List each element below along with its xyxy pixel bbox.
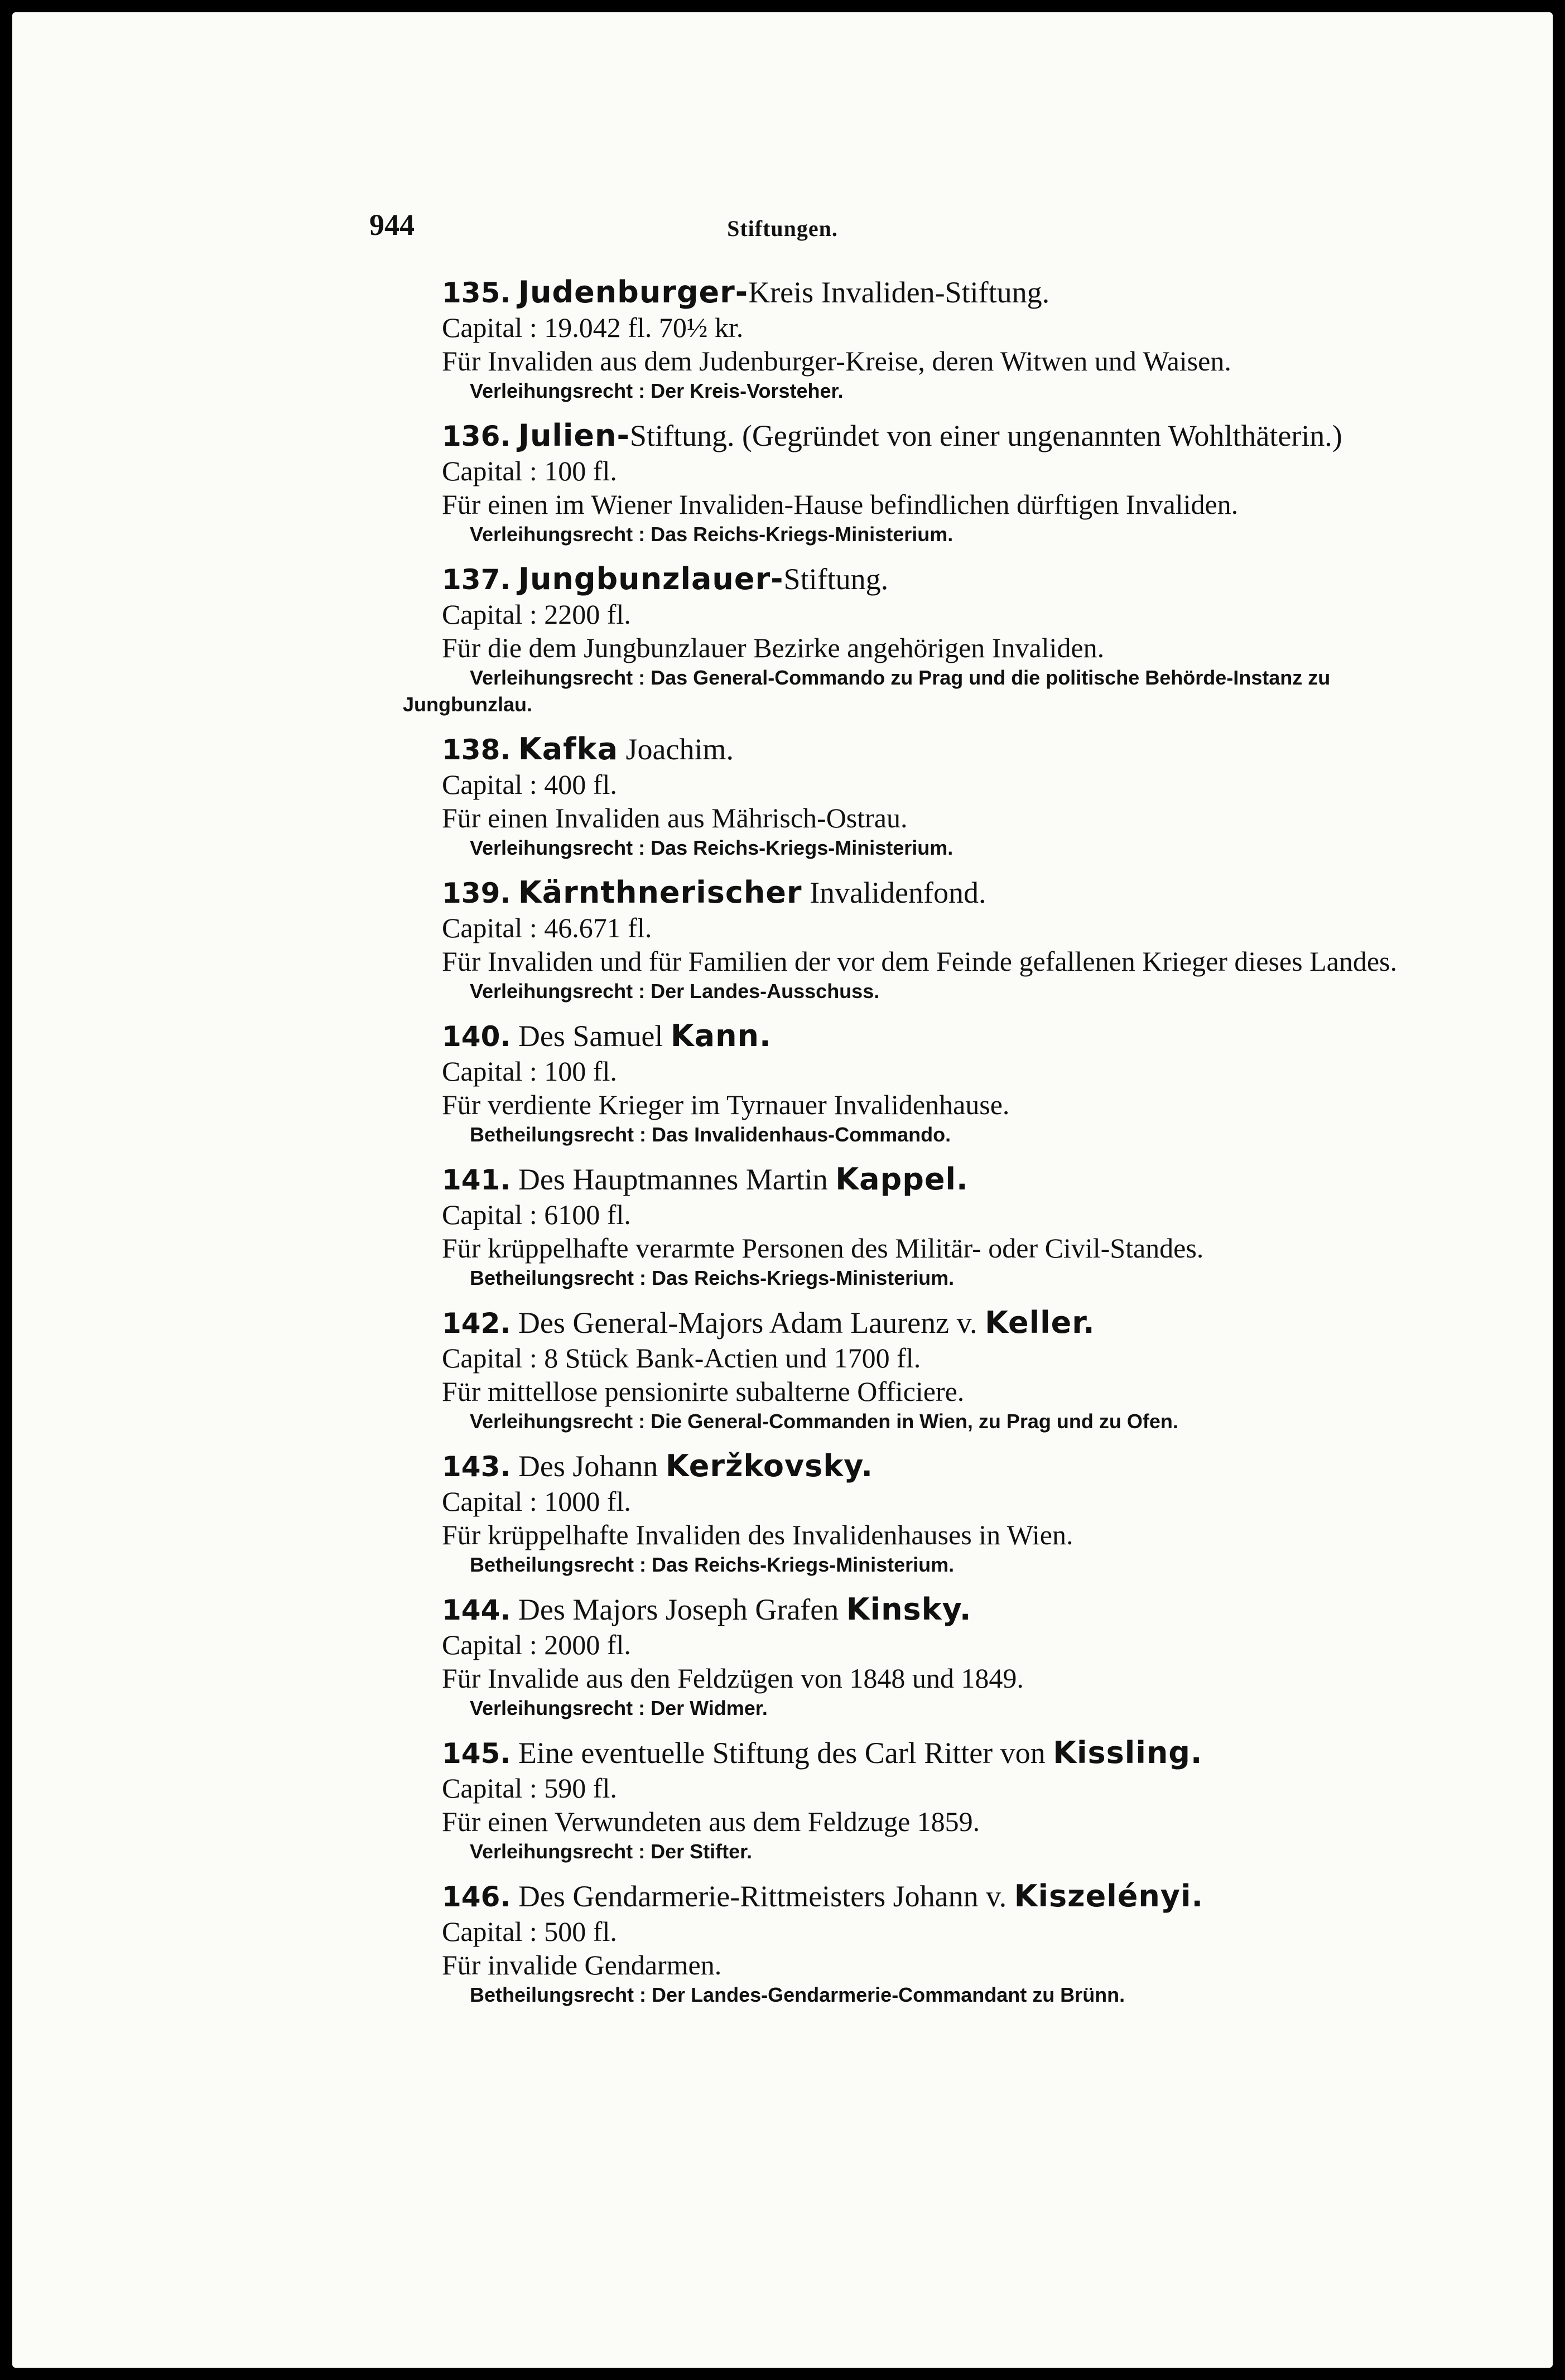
entry-purpose: Für Invaliden aus dem Judenburger-Kreise, deren Witwen und Waisen. [442, 345, 1231, 377]
entry-heading [369, 731, 1463, 768]
entry-capital: Capital : 19.042 fl. 70½ kr. [442, 312, 744, 343]
entry-description: Joachim. [625, 733, 734, 766]
entry-number: 141. [442, 1164, 511, 1196]
entry-heading [369, 418, 1463, 454]
entry-donor-title: Des Johann [518, 1449, 658, 1483]
entry-donor-title: Des Majors Joseph Grafen [518, 1593, 839, 1626]
entry-name: Kinsky. [846, 1592, 972, 1627]
entry-name: Kappel. [835, 1162, 969, 1197]
foundation-entry [369, 1448, 1463, 1578]
entry-purpose: Für einen Verwundeten aus dem Feldzuge 1859. [442, 1806, 980, 1837]
entry-donor-title: Des Gendarmerie-Rittmeisters Johann v. [518, 1880, 1007, 1913]
entry-purpose: Für einen im Wiener Invaliden-Hause befindlichen dürftigen Invaliden. [442, 489, 1239, 520]
entry-number: 145. [442, 1737, 511, 1770]
entry-rights: Verleihungsrecht : Der Stifter. [470, 1840, 753, 1863]
entry-purpose: Für verdiente Krieger im Tyrnauer Invalidenhause. [442, 1089, 1010, 1120]
entry-heading [369, 1162, 1463, 1198]
entry-capital: Capital : 100 fl. [442, 1056, 617, 1087]
entry-name: Kann. [670, 1018, 772, 1053]
entry-rights: Betheilungsrecht : Das Reichs-Kriegs-Ministerium. [470, 1266, 955, 1289]
foundation-entry [369, 875, 1463, 1005]
foundation-entry [369, 1592, 1463, 1722]
foundation-entry [369, 1305, 1463, 1435]
entry-number: 146. [442, 1881, 511, 1913]
page-number: 944 [369, 208, 415, 242]
foundation-entry [369, 1162, 1463, 1292]
page-header [369, 208, 1196, 247]
foundation-entry [369, 1735, 1463, 1865]
entry-capital: Capital : 400 fl. [442, 769, 617, 800]
entry-capital: Capital : 590 fl. [442, 1772, 617, 1804]
entry-description: Stiftung. [783, 562, 889, 596]
entry-rights: Verleihungsrecht : Der Widmer. [470, 1697, 768, 1719]
entry-purpose: Für krüppelhafte Invaliden des Invalidenhauses in Wien. [442, 1519, 1073, 1550]
running-title: Stiftungen. [727, 216, 838, 241]
entry-heading [369, 561, 1463, 598]
entry-heading [369, 1878, 1463, 1915]
entry-rights: Verleihungsrecht : Das General-Commando zu Prag und die politische Behörde-Instanz zu Jungbunzlau. [403, 666, 1331, 716]
entry-donor-title: Des General-Majors Adam Laurenz v. [518, 1306, 977, 1340]
entry-heading [369, 274, 1463, 311]
foundation-entry [369, 418, 1463, 548]
entry-description: Kreis Invaliden-Stiftung. [748, 276, 1050, 309]
entry-number: 139. [442, 877, 511, 909]
entry-capital: Capital : 6100 fl. [442, 1199, 631, 1230]
foundation-entry [369, 274, 1463, 404]
foundation-entry [369, 1018, 1463, 1148]
entry-name: Judenburger- [518, 274, 749, 310]
entry-name: Kissling. [1053, 1735, 1203, 1770]
entry-heading [369, 1305, 1463, 1341]
entry-number: 143. [442, 1451, 511, 1483]
entry-rights: Betheilungsrecht : Das Invalidenhaus-Commando. [470, 1123, 951, 1146]
entry-purpose: Für die dem Jungbunzlauer Bezirke angehörigen Invaliden. [442, 632, 1105, 663]
entry-description: Invalidenfond. [810, 876, 986, 909]
entry-number: 142. [442, 1307, 511, 1340]
entry-name: Julien- [518, 418, 630, 453]
entry-capital: Capital : 8 Stück Bank-Actien und 1700 fl. [442, 1342, 921, 1374]
foundation-entry [369, 1878, 1463, 2008]
entry-heading [369, 1018, 1463, 1054]
entry-purpose: Für krüppelhafte verarmte Personen des Militär- oder Civil-Standes. [442, 1232, 1204, 1264]
entry-donor-title: Des Samuel [518, 1019, 663, 1053]
entry-rights: Verleihungsrecht : Die General-Commanden in Wien, zu Prag und zu Ofen. [470, 1410, 1178, 1433]
entry-rights: Verleihungsrecht : Das Reichs-Kriegs-Ministerium. [470, 523, 954, 546]
entry-heading [369, 1448, 1463, 1485]
entry-name: Jungbunzlauer- [518, 561, 784, 596]
entry-purpose: Für invalide Gendarmen. [442, 1949, 722, 1981]
entry-capital: Capital : 1000 fl. [442, 1486, 631, 1517]
entry-capital: Capital : 46.671 fl. [442, 912, 652, 943]
entry-number: 140. [442, 1020, 511, 1053]
entry-name: Keller. [985, 1305, 1095, 1340]
entry-heading [369, 875, 1463, 911]
entry-capital: Capital : 100 fl. [442, 455, 617, 486]
foundation-list [369, 274, 1463, 2022]
entry-purpose: Für einen Invaliden aus Mährisch-Ostrau. [442, 802, 908, 834]
entry-heading [369, 1735, 1463, 1771]
entry-heading [369, 1592, 1463, 1628]
entry-number: 137. [442, 563, 511, 596]
foundation-entry [369, 561, 1463, 718]
entry-capital: Capital : 2200 fl. [442, 599, 631, 630]
entry-description: Stiftung. (Gegründet von einer ungenannten Wohlthäterin.) [629, 419, 1342, 452]
entry-rights: Verleihungsrecht : Der Kreis-Vorsteher. [470, 379, 844, 402]
entry-purpose: Für mittellose pensionirte subalterne Officiere. [442, 1376, 965, 1407]
entry-name: Kafka [518, 731, 619, 767]
entry-name: Kärnthnerischer [518, 875, 802, 910]
entry-name: Kiszelényi. [1014, 1878, 1203, 1914]
entry-donor-title: Des Hauptmannes Martin [518, 1163, 828, 1196]
entry-name: Keržkovsky. [665, 1448, 873, 1483]
paper-sheet [12, 12, 1553, 2368]
entry-purpose: Für Invalide aus den Feldzügen von 1848 und 1849. [442, 1663, 1024, 1694]
entry-rights: Betheilungsrecht : Das Reichs-Kriegs-Ministerium. [470, 1553, 955, 1576]
entry-rights: Betheilungsrecht : Der Landes-Gendarmerie-Commandant zu Brünn. [470, 1983, 1125, 2006]
entry-capital: Capital : 2000 fl. [442, 1629, 631, 1660]
entry-rights: Verleihungsrecht : Das Reichs-Kriegs-Ministerium. [470, 836, 954, 859]
entry-purpose: Für Invaliden und für Familien der vor dem Feinde gefallenen Krieger dieses Landes. [442, 946, 1397, 977]
entry-number: 144. [442, 1594, 511, 1626]
entry-number: 136. [442, 420, 511, 452]
entry-rights: Verleihungsrecht : Der Landes-Ausschuss. [470, 980, 880, 1003]
entry-capital: Capital : 500 fl. [442, 1916, 617, 1947]
entry-donor-title: Eine eventuelle Stiftung des Carl Ritter von [518, 1736, 1046, 1770]
entry-number: 138. [442, 734, 511, 766]
foundation-entry [369, 731, 1463, 861]
entry-number: 135. [442, 277, 511, 309]
